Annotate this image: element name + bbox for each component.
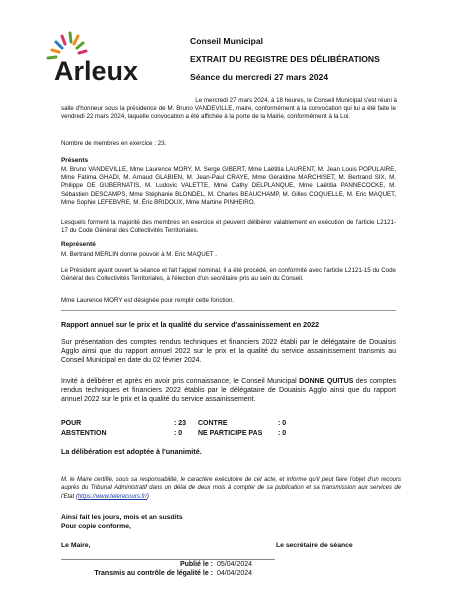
telerecours-link[interactable]: https://www.telerecours.fr/ — [77, 493, 147, 500]
vote-label: CONTRE — [198, 419, 228, 427]
agenda-paragraph-1: Sur présentation des comptes rendus techniques et financiers 2022 établi par le délégataire de Douaisis Agglo ainsi que du rapport annuel 2022 sur le prix et la qualité du service assainissement transmis au Conseil Municipal en date du 02 février 2024. — [61, 339, 396, 364]
agenda-paragraph-2-start: Invité à délibérer et après en avoir pris connaissance, le Conseil Municipal — [61, 378, 300, 385]
vote-label: NE PARTICIPE PAS — [198, 429, 263, 437]
vote-value: : 0 — [278, 419, 287, 427]
publication-box — [61, 559, 275, 578]
closing-line-2: Pour copie conforme, — [61, 523, 131, 530]
agenda-title: Rapport annuel sur le prix et la qualité du service d'assainissement en 2022 — [61, 320, 320, 329]
agenda-paragraph-2-end: des comptes rendus techniques et financiers 2022 établis par le délégataire de Douaisis Agglo ainsi que du rapport annuel 2022 sur le prix et la qualité du service assainissement. — [61, 378, 396, 403]
intro-paragraph: salle d'honneur sous la présidence de M. Bruno VANDEVILLE, maire, conformément à la convocation qui lui a été faite le vendredi 22 mars 2024, laquelle convocation a été affichée à la porte de la Mairie, conformément à la Loi. — [61, 105, 396, 121]
vote-label: POUR — [61, 419, 82, 427]
vote-value: : 0 — [174, 429, 183, 437]
arleux-logo — [40, 30, 160, 92]
published-date: 05/04/2024 — [217, 561, 253, 568]
vote-value: : 0 — [278, 429, 287, 437]
opening-text: Le Président ayant ouvert la séance et fait l'appel nominal, il a été procédé, en conformité avec l'article L2121-15 du Code Général des Collectivités Territoriales, à l'élection d'un secrétaire pris au sein du Conseil. — [61, 267, 396, 283]
mayor-signature-label: Le Maire, — [61, 542, 91, 549]
certification-tail: ) — [146, 493, 149, 500]
published-label: Publié le : — [179, 561, 213, 568]
logo-graphic — [40, 30, 160, 92]
transmitted-date: 04/04/2024 — [217, 570, 253, 577]
closing-formula — [61, 513, 183, 531]
secretary-signature-label: Le secrétaire de séance — [276, 542, 353, 549]
vote-label: ABSTENTION — [61, 429, 107, 437]
divider — [61, 310, 396, 311]
quitus-emphasis: DONNE QUITUS — [299, 378, 354, 385]
members-count: Nombre de membres en exercice : 23. — [61, 140, 167, 147]
represented-heading: Représenté — [61, 241, 96, 248]
transmitted-label: Transmis au contrôle de légalité le : — [94, 570, 213, 577]
quorum-text: Lesquels forment la majorité des membres en exercice et peuvent délibérer valablement en exécution de l'article L2121-17 du Code Général des Collectivités Territoriales. — [61, 219, 396, 235]
certification-body: M. le Maire certifie, sous sa responsabilité, le caractère exécutoire de cet acte, et informe qu'il peut faire l'objet d'un recours auprès du Tribunal Administratif dans un délai de deux mois à compter de sa publication et sa transmission aux services de l'Etat ( — [61, 477, 401, 500]
publication-row — [61, 560, 275, 570]
present-list: M. Bruno VANDEVILLE, Mme Laurence MORY, M. Serge GIBERT, Mme Laëtitia LAURENT, M. Jean Louis POPULAIRE, Mme Fatima GHADI, M. Arnaud GLABIEN, M. Jean-Paul CRAYE, Mme Géraldine MARCHISET, M. Bertrand SIX, M. Philippe DE GUBERNATIS, M. Ludovic VALETTE, Mme Cathy DELPLANQUE, Mme Laëtitia PANNECOCKE, M. Sébastien DESCAMPS, Mme Stéphanie BLONDEL, M. Charles BEAUCHAMP, M. Gilles COQUELLE, M. Eric MAQUET, Mme Sophie LEFEBVRE, M. Éric BRIDOUX, Mme Martine PINHEIRO. — [61, 166, 396, 206]
publication-row — [61, 569, 275, 578]
adoption-statement: La délibération est adoptée à l'unanimité. — [61, 447, 202, 456]
secretary-designation: Mme Laurence MORY est désignée pour remplir cette fonction. — [61, 297, 235, 304]
intro-line-1: Le mercredi 27 mars 2024, à 18 heures, le Conseil Municipal s'est réuni à — [195, 97, 397, 104]
header-doc-title: EXTRAIT DU REGISTRE DES DÉLIBÉRATIONS — [190, 54, 380, 64]
vote-row — [61, 418, 286, 428]
logo-text: Arleux — [54, 56, 139, 86]
header-session: Séance du mercredi 27 mars 2024 — [190, 72, 329, 82]
header-org: Conseil Municipal — [190, 36, 264, 46]
vote-table — [61, 418, 286, 438]
agenda-paragraph-2 — [61, 377, 396, 404]
vote-value: : 23 — [174, 419, 187, 427]
vote-row — [61, 428, 286, 438]
certification-text — [61, 476, 401, 501]
present-heading: Présents — [61, 157, 88, 164]
closing-line-1: Ainsi fait les jours, mois et an susdits — [61, 514, 183, 521]
represented-list: M. Bertrand MERLIN donne pouvoir à M. Eric MAQUET . — [61, 251, 218, 258]
